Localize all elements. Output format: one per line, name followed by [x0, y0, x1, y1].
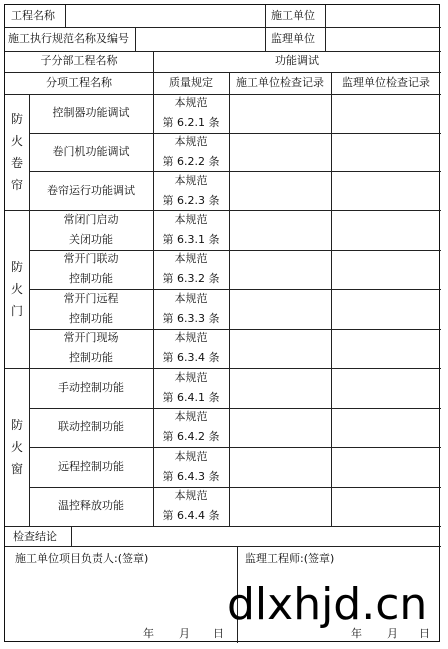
row-divider	[29, 408, 441, 409]
group-name-char: 火	[10, 282, 23, 296]
group-name	[9, 108, 25, 196]
item-name-line2: 控制功能	[69, 272, 113, 286]
quality-rule-line1: 本规范	[174, 252, 208, 266]
row-divider	[5, 27, 441, 28]
quality-rule-line1: 本规范	[174, 135, 208, 148]
quality-rule-line2: 第 6.2.2 条	[162, 155, 220, 168]
quality-rule-line1: 本规范	[174, 96, 208, 110]
supervision-signer-label: 监理工程师:(签章)	[245, 552, 335, 565]
group-name-char: 火	[10, 440, 23, 454]
item-name-line1: 常闭门启动	[63, 212, 119, 226]
row-divider	[5, 546, 441, 547]
row-divider	[5, 51, 441, 52]
item-name-line1: 常开门远程	[63, 291, 119, 305]
quality-rule-line1: 本规范	[174, 173, 208, 187]
item-name-line2: 控制功能	[69, 311, 113, 325]
group-name-char: 火	[10, 134, 23, 148]
item-name: 远程控制功能	[58, 459, 124, 473]
column-divider	[135, 27, 136, 51]
group-name-char: 窗	[10, 462, 23, 476]
acceptance-form	[4, 4, 440, 642]
quality-rule-line1: 本规范	[174, 291, 208, 305]
date-day: 日	[419, 627, 430, 640]
date-month: 月	[179, 627, 190, 640]
group-name-char: 帘	[10, 178, 23, 192]
quality-rule-line1: 本规范	[174, 489, 208, 503]
item-name: 控制器功能调试	[52, 106, 130, 120]
item-name: 手动控制功能	[58, 380, 124, 394]
quality-rule-line2: 第 6.3.4 条	[162, 351, 220, 365]
row-divider	[29, 133, 441, 134]
col-quality-header: 质量规定	[169, 76, 213, 89]
date-year: 年	[351, 627, 362, 640]
col-construction-header: 施工单位检查记录	[236, 76, 324, 89]
group-name	[9, 414, 25, 480]
subdivision-value: 功能调试	[275, 54, 319, 67]
group-name	[9, 256, 25, 322]
item-name: 温控释放功能	[58, 499, 124, 513]
quality-rule-line2: 第 6.3.3 条	[162, 311, 220, 325]
construction-unit-label: 施工单位	[271, 9, 315, 22]
item-name-line2: 关闭功能	[69, 232, 113, 246]
col-supervision-header: 监理单位检查记录	[342, 76, 430, 89]
row-divider	[29, 447, 441, 448]
quality-rule-line2: 第 6.3.2 条	[162, 272, 220, 286]
group-name-char: 门	[10, 304, 23, 318]
standard-label: 施工执行规范名称及编号	[8, 32, 129, 45]
date-month: 月	[387, 627, 398, 640]
group-name-char: 防	[10, 260, 23, 274]
date-day: 日	[213, 627, 224, 640]
group-name-char: 卷	[10, 156, 23, 170]
item-name-line2: 控制功能	[69, 351, 113, 365]
item-name: 卷门机功能调试	[52, 145, 130, 158]
quality-rule-line2: 第 6.4.2 条	[162, 430, 220, 444]
group-name-char: 防	[10, 112, 23, 126]
column-divider	[229, 72, 230, 526]
row-divider	[5, 72, 441, 73]
construction-signer-label: 施工单位项目负责人:(签章)	[15, 552, 149, 565]
watermark-text: dlxhjd.cn	[227, 579, 428, 630]
supervision-unit-label: 监理单位	[271, 32, 315, 45]
subdivision-label: 子分部工程名称	[40, 54, 118, 67]
column-divider	[265, 5, 266, 51]
quality-rule-line1: 本规范	[174, 410, 208, 424]
quality-rule-line1: 本规范	[174, 212, 208, 226]
quality-rule-line2: 第 6.2.3 条	[162, 193, 220, 207]
quality-rule-line2: 第 6.3.1 条	[162, 232, 220, 246]
item-name-line1: 常开门联动	[63, 252, 119, 266]
quality-rule-line2: 第 6.4.1 条	[162, 390, 220, 404]
quality-rule-line2: 第 6.4.3 条	[162, 469, 220, 483]
group-name-char: 防	[10, 418, 23, 432]
item-name-line1: 常开门现场	[63, 331, 119, 345]
project-name-label: 工程名称	[11, 9, 55, 22]
quality-rule-line1: 本规范	[174, 449, 208, 463]
conclusion-label: 检查结论	[13, 530, 57, 543]
col-item-header: 分项工程名称	[46, 76, 112, 89]
column-divider	[325, 5, 326, 51]
column-divider	[71, 526, 72, 546]
item-name: 卷帘运行功能调试	[47, 183, 135, 197]
column-divider	[65, 5, 66, 27]
quality-rule-line2: 第 6.2.1 条	[162, 116, 220, 130]
column-divider	[331, 72, 332, 526]
date-year: 年	[143, 627, 154, 640]
row-divider	[29, 487, 441, 488]
row-divider	[29, 171, 441, 172]
item-name: 联动控制功能	[58, 420, 124, 434]
quality-rule-line1: 本规范	[174, 370, 208, 384]
quality-rule-line1: 本规范	[174, 331, 208, 345]
quality-rule-line2: 第 6.4.4 条	[162, 509, 220, 523]
